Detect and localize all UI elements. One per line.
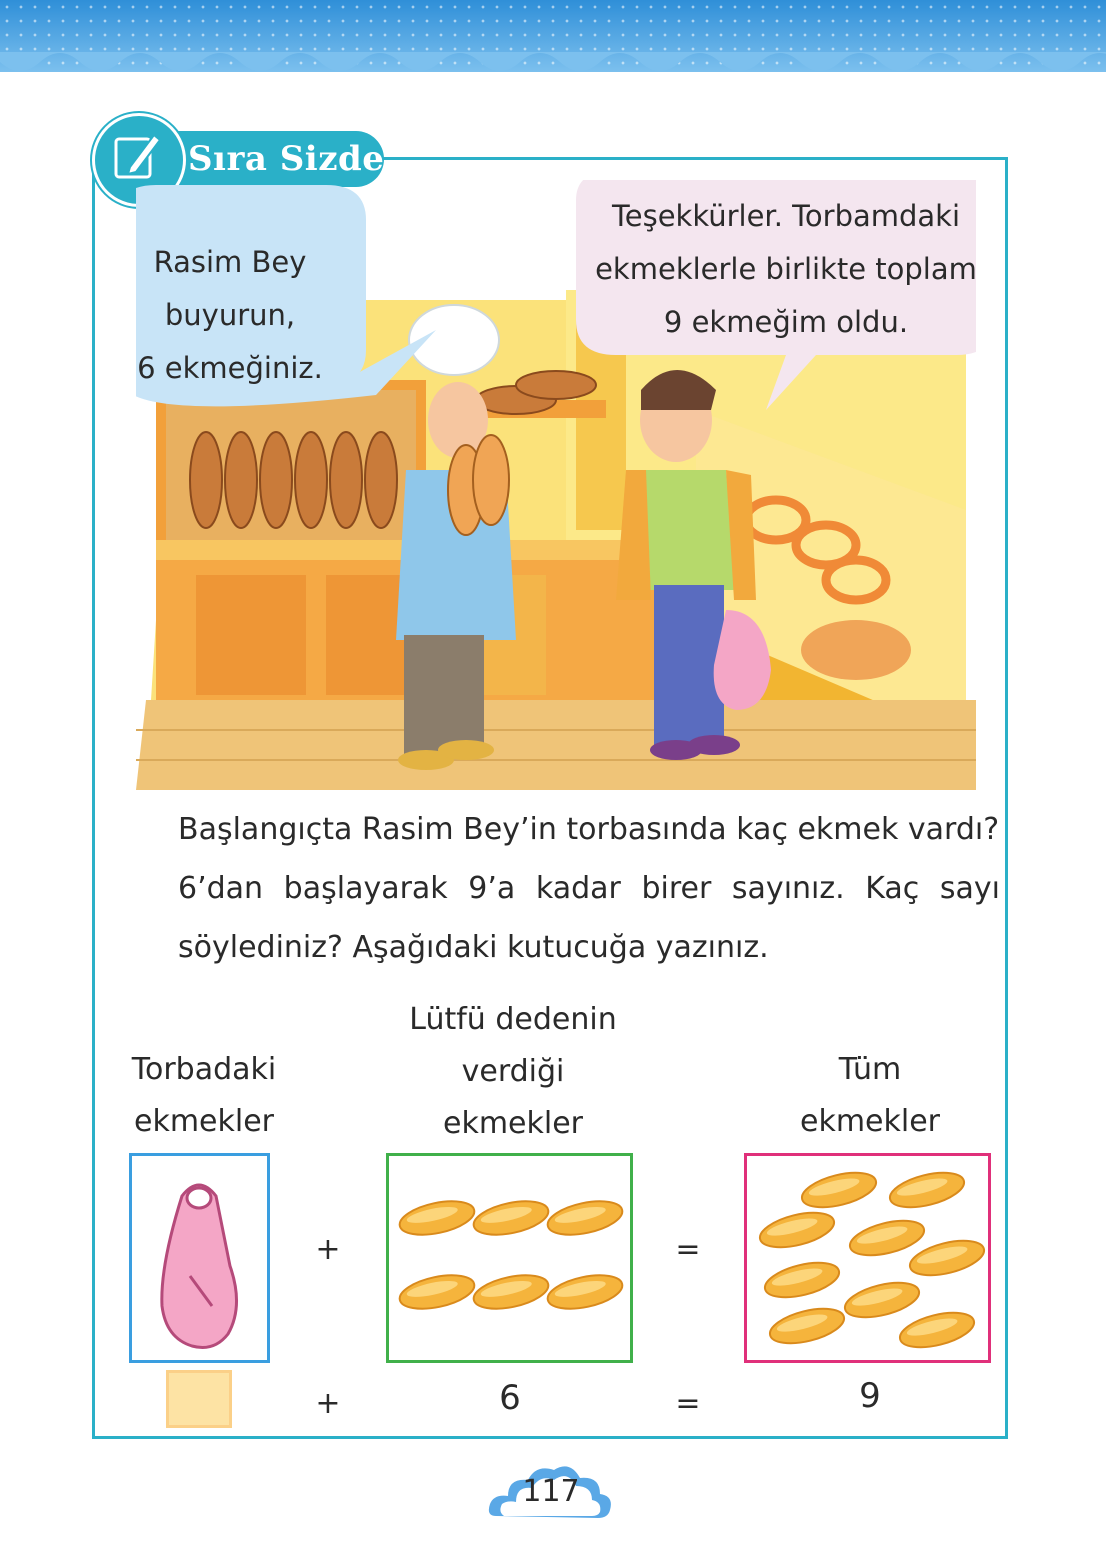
- total-breads-drawing: [747, 1156, 988, 1360]
- q-word: sayı: [939, 871, 1000, 906]
- bubble-left-text: Rasim Bey buyurun, 6 ekmeğiniz.: [137, 245, 323, 385]
- bread-icon: [545, 1269, 626, 1314]
- question-text: [178, 800, 1000, 977]
- bread-icon: [756, 1206, 837, 1253]
- given-breads-drawing: [389, 1156, 630, 1360]
- question-line-1: Başlangıçta Rasim Bey’in torbasında kaç ekmek vardı?: [178, 812, 1000, 847]
- q-word: birer: [641, 871, 712, 906]
- given-breads-box: [386, 1153, 633, 1363]
- total-count: 9: [859, 1376, 881, 1416]
- top-wave-border: [0, 52, 1106, 82]
- bread-icon: [846, 1214, 927, 1261]
- given-count: 6: [499, 1378, 521, 1418]
- shopping-bag-icon: [132, 1156, 267, 1360]
- section-title: Sıra Sizde: [188, 139, 385, 179]
- bread-icon: [896, 1306, 977, 1353]
- label-given-breads: Lütfü dedenin verdiği ekmekler: [409, 1002, 617, 1141]
- q-word: 9’a: [468, 871, 516, 906]
- bubble-right-text: Teşekkürler. Torbamdaki ekmeklerle birlikte toplam 9 ekmeğim oldu.: [595, 199, 977, 339]
- pencil-icon: [106, 127, 166, 187]
- q-word: kadar: [535, 871, 621, 906]
- bread-icon: [906, 1234, 987, 1281]
- q-word: 6’dan: [178, 871, 264, 906]
- bag-box: [129, 1153, 270, 1363]
- bread-icon: [397, 1195, 478, 1240]
- label-bag-breads: Torbadaki ekmekler: [131, 1052, 277, 1139]
- plus-sign: +: [315, 1232, 341, 1267]
- equals-sign: =: [675, 1232, 701, 1267]
- q-word: Kaç: [865, 871, 920, 906]
- question-line-3: söylediniz? Aşağıdaki kutucuğa yazınız.: [178, 930, 769, 965]
- q-word: başlayarak: [283, 871, 448, 906]
- equals-sign: =: [675, 1386, 701, 1421]
- page-number: 117: [522, 1474, 580, 1509]
- answer-input-box[interactable]: [166, 1370, 232, 1428]
- total-breads-box: [744, 1153, 991, 1363]
- bread-icon: [545, 1195, 626, 1240]
- bread-icon: [761, 1256, 842, 1303]
- bread-icon: [886, 1166, 967, 1213]
- bread-icon: [841, 1276, 922, 1323]
- bread-icon: [766, 1302, 847, 1349]
- plus-sign: +: [315, 1386, 341, 1421]
- bread-icon: [471, 1195, 552, 1240]
- question-line-2: [178, 859, 1000, 918]
- q-word: sayınız.: [731, 871, 845, 906]
- bread-icon: [397, 1269, 478, 1314]
- bread-icon: [471, 1269, 552, 1314]
- label-total-breads: Tüm ekmekler: [799, 1052, 940, 1139]
- bread-icon: [798, 1166, 879, 1213]
